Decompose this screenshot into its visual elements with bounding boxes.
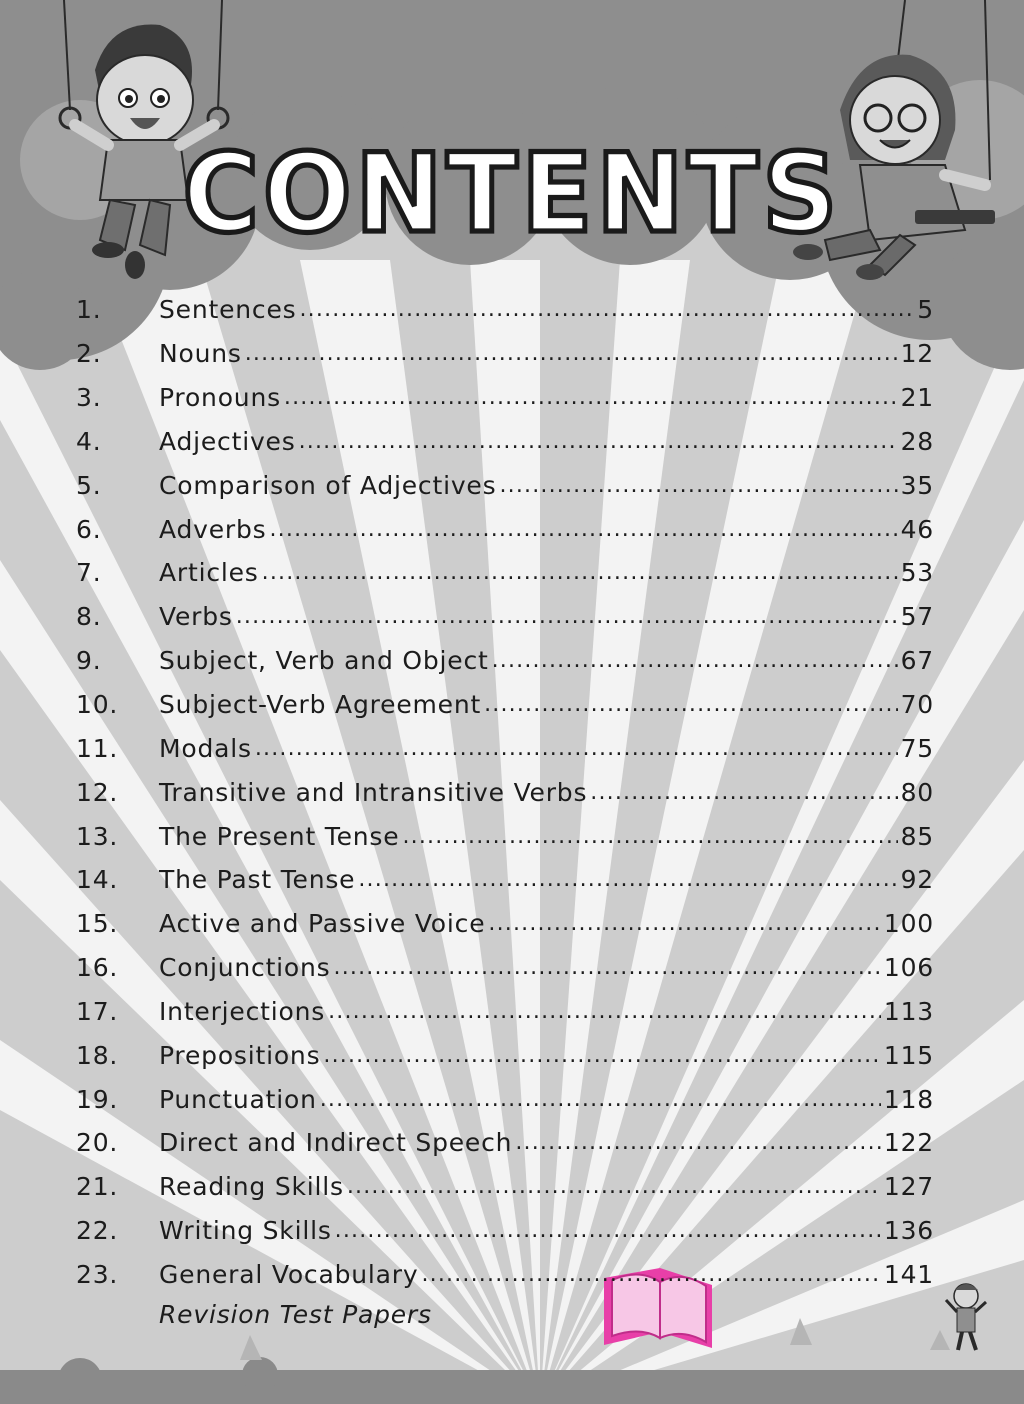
chapter-number: 1.: [76, 295, 102, 325]
page-number: 67: [900, 646, 934, 676]
chapter-number: 11.: [76, 733, 119, 763]
page-number: 115: [883, 1040, 934, 1070]
toc-entry[interactable]: [76, 551, 934, 595]
chapter-number: 9.: [76, 646, 102, 676]
dot-leader: [328, 999, 881, 1024]
dot-leader: [323, 1043, 880, 1068]
chapter-title: Adjectives: [159, 426, 296, 456]
page-number: 141: [883, 1259, 934, 1289]
page-number: 92: [900, 865, 934, 895]
dot-leader: [421, 1262, 880, 1287]
toc-entry[interactable]: [76, 463, 934, 507]
dot-leader: [488, 911, 880, 936]
chapter-title: Transitive and Intransitive Verbs: [159, 777, 588, 807]
page-number: 85: [900, 821, 934, 851]
page-number: 28: [900, 426, 934, 456]
chapter-title: General Vocabulary: [159, 1259, 419, 1289]
chapter-title: Active and Passive Voice: [159, 909, 486, 939]
page-number: 100: [883, 909, 934, 939]
page-number: 113: [883, 996, 934, 1026]
page-number: 75: [900, 733, 934, 763]
chapter-number: 22.: [76, 1216, 119, 1246]
toc-entry[interactable]: [76, 946, 934, 990]
toc-entry[interactable]: [76, 1253, 934, 1297]
dot-leader: [335, 1218, 881, 1243]
dot-leader: [347, 1174, 881, 1199]
dot-leader: [590, 780, 897, 805]
chapter-number: 23.: [76, 1259, 119, 1289]
chapter-title: Comparison of Adjectives: [159, 470, 497, 500]
chapter-number: 6.: [76, 514, 102, 544]
chapter-number: 10.: [76, 690, 119, 720]
toc-entry[interactable]: [76, 1165, 934, 1209]
chapter-number: 19.: [76, 1084, 119, 1114]
chapter-number: 15.: [76, 909, 119, 939]
page-number: 5: [917, 295, 934, 325]
dot-leader: [236, 604, 898, 629]
chapter-number: 21.: [76, 1172, 119, 1202]
dot-leader: [334, 955, 881, 980]
toc-entry[interactable]: [76, 858, 934, 902]
toc-entry[interactable]: [76, 332, 934, 376]
chapter-number: 5.: [76, 470, 102, 500]
chapter-number: 2.: [76, 339, 102, 369]
chapter-number: 8.: [76, 602, 102, 632]
chapter-number: 13.: [76, 821, 119, 851]
dot-leader: [402, 824, 897, 849]
chapter-title: Subject, Verb and Object: [159, 646, 489, 676]
chapter-number: 12.: [76, 777, 119, 807]
page-number: 57: [900, 602, 934, 632]
page-number: 106: [883, 953, 934, 983]
chapter-title: The Present Tense: [159, 821, 400, 851]
toc-entry[interactable]: [76, 288, 934, 332]
page-number: 118: [883, 1084, 934, 1114]
chapter-title: Nouns: [159, 339, 242, 369]
toc-entry[interactable]: [76, 770, 934, 814]
chapter-title: Modals: [159, 733, 252, 763]
page-number: 21: [900, 383, 934, 413]
chapter-title: Conjunctions: [159, 953, 331, 983]
chapter-title: Reading Skills: [159, 1172, 344, 1202]
toc-entry[interactable]: [76, 595, 934, 639]
chapter-number: 20.: [76, 1128, 119, 1158]
dot-leader: [299, 297, 914, 322]
toc-entry[interactable]: [76, 507, 934, 551]
chapter-number: 18.: [76, 1040, 119, 1070]
dot-leader: [299, 429, 898, 454]
page-number: 12: [900, 339, 934, 369]
toc-entry[interactable]: [76, 990, 934, 1034]
revision-test-papers-label[interactable]: Revision Test Papers: [159, 1300, 432, 1329]
dot-leader: [492, 648, 898, 673]
toc-entry[interactable]: [76, 1033, 934, 1077]
chapter-title: Verbs: [159, 602, 233, 632]
chapter-number: 4.: [76, 426, 102, 456]
page-number: 70: [900, 690, 934, 720]
chapter-title: Articles: [159, 558, 259, 588]
chapter-title: Subject-Verb Agreement: [159, 690, 482, 720]
chapter-title: Interjections: [159, 996, 326, 1026]
toc-entry[interactable]: [76, 902, 934, 946]
chapter-title: The Past Tense: [159, 865, 356, 895]
toc-entry[interactable]: [76, 1209, 934, 1253]
chapter-title: Writing Skills: [159, 1216, 332, 1246]
dot-leader: [262, 560, 898, 585]
dot-leader: [245, 341, 898, 366]
chapter-number: 3.: [76, 383, 102, 413]
dot-leader: [515, 1130, 881, 1155]
page-number: 127: [883, 1172, 934, 1202]
page-number: 122: [883, 1128, 934, 1158]
chapter-title: Adverbs: [159, 514, 267, 544]
page-number: 80: [900, 777, 934, 807]
dot-leader: [284, 385, 898, 410]
chapter-title: Prepositions: [159, 1040, 321, 1070]
page-number: 136: [883, 1216, 934, 1246]
dot-leader: [499, 473, 897, 498]
page-number: 53: [900, 558, 934, 588]
chapter-number: 7.: [76, 558, 102, 588]
page-number: 46: [900, 514, 934, 544]
page-number: 35: [900, 470, 934, 500]
chapter-title: Punctuation: [159, 1084, 317, 1114]
dot-leader: [269, 517, 897, 542]
toc-entry[interactable]: [76, 1121, 934, 1165]
toc-entry[interactable]: [76, 1077, 934, 1121]
dot-leader: [255, 736, 898, 761]
toc-entry[interactable]: [76, 683, 934, 727]
chapter-title: Direct and Indirect Speech: [159, 1128, 513, 1158]
chapter-title: Sentences: [159, 295, 297, 325]
chapter-number: 16.: [76, 953, 119, 983]
chapter-number: 14.: [76, 865, 119, 895]
dot-leader: [320, 1087, 881, 1112]
toc-entry[interactable]: [76, 726, 934, 770]
toc-entry[interactable]: [76, 814, 934, 858]
dot-leader: [358, 867, 897, 892]
table-of-contents: [76, 288, 934, 1296]
toc-entry[interactable]: [76, 420, 934, 464]
page-title: CONTENTS: [182, 128, 842, 258]
dot-leader: [484, 692, 897, 717]
chapter-number: 17.: [76, 996, 119, 1026]
toc-entry[interactable]: [76, 376, 934, 420]
chapter-title: Pronouns: [159, 383, 281, 413]
toc-entry[interactable]: [76, 639, 934, 683]
